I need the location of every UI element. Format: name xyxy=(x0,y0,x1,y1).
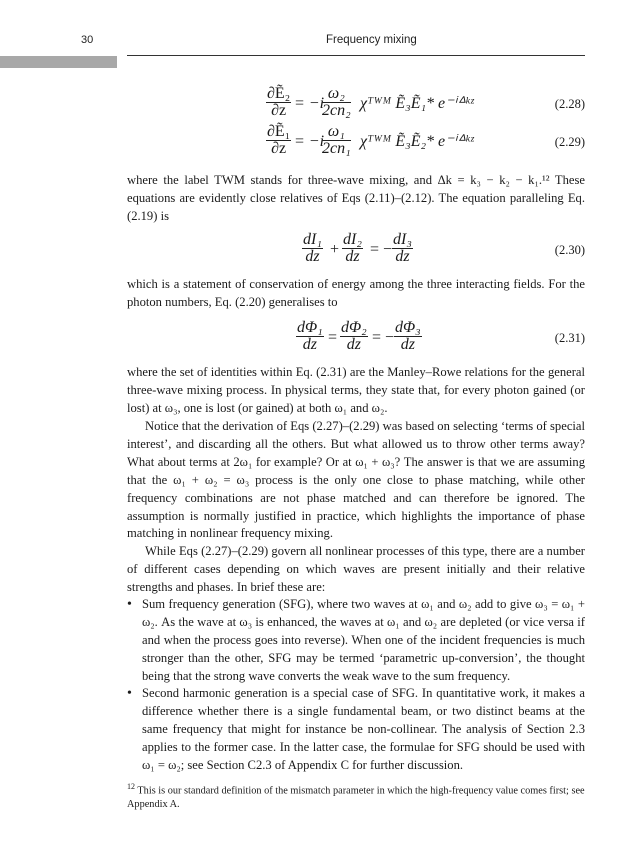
paragraph-2: which is a statement of conservation of energy among the three interacting fields. For the photon numbers, Eq. (2.20) generalises to xyxy=(127,277,585,309)
eq-fraction-c xyxy=(392,232,413,265)
eq-lhs-fraction xyxy=(266,124,291,157)
eq-frac-b-numerator: dΦ₂ xyxy=(341,319,367,336)
footnote-mark: 12 xyxy=(127,782,135,791)
eq-frac-b-denominator: dz xyxy=(345,248,360,265)
eq-fraction-a xyxy=(302,232,323,265)
eq-equals: = xyxy=(328,329,338,346)
eq-lhs-fraction xyxy=(266,86,291,119)
header-rule xyxy=(127,55,585,56)
eq-frac-c-numerator: dΦ₃ xyxy=(395,319,421,336)
equation-2-28 xyxy=(0,86,638,126)
equation-2-29 xyxy=(0,124,638,164)
bullet-dot: • xyxy=(127,686,132,701)
eq-equals-minus-i: = −i xyxy=(294,133,325,150)
page-number: 30 xyxy=(81,34,94,46)
eq-coef-numerator: ω₁ xyxy=(322,124,351,141)
eq-plus: + xyxy=(330,241,340,258)
eq-coef-denominator: 2cn₁ xyxy=(322,140,351,157)
equation-number: (2.31) xyxy=(554,331,585,345)
eq-coefficient xyxy=(322,86,351,119)
paragraph-5: While Eqs (2.27)–(2.29) govern all nonlinear processes of this type, there are a number of different cases depending on which waves are present initially and their relative strengths and phases. In brief these are: xyxy=(127,544,585,594)
eq-fraction-b xyxy=(340,320,368,353)
eq-frac-c-denominator: dz xyxy=(400,336,415,353)
eq-equals-minus: = − xyxy=(370,241,393,258)
eq-equals-minus-i: = −i xyxy=(294,95,325,112)
eq-frac-c-denominator: dz xyxy=(395,248,410,265)
equation-2-31 xyxy=(0,320,638,360)
eq-lhs-numerator: ∂Ẽ₂ xyxy=(267,85,291,102)
bullet-item xyxy=(127,596,585,686)
eq-lhs-denominator: ∂z xyxy=(271,102,287,119)
eq-frac-a-numerator: dI₁ xyxy=(303,231,322,248)
eq-coef-denominator: 2cn₂ xyxy=(322,102,351,119)
eq-fraction-a xyxy=(296,320,324,353)
eq-frac-b-numerator: dI₂ xyxy=(343,231,362,248)
eq-lhs-numerator: ∂Ẽ₁ xyxy=(267,123,291,140)
bullet-item xyxy=(127,685,585,775)
bullet-text: Second harmonic generation is a special case of SFG. In quantitative work, it makes a difference whether there is a single fundamental beam, or two distinct beams at the same frequency that might for instance be non-collinear. The analysis of Section 2.3 applies to the former case. In the latter case, the formulae for SFG should be used with ω₁ = ω₂; see Section C2.3 of Appendix C for further discussion. xyxy=(142,686,585,772)
eq-fraction-b xyxy=(342,232,363,265)
bullet-text: Sum frequency generation (SFG), where two waves at ω₁ and ω₂ add to give ω₃ = ω₁ + ω₂. As the wave at ω₃ is enhanced, the waves at ω₁ and ω₂ are depleted (or vice versa if and when the process goes into reverse). When one of the incident frequencies is much stronger than the other, SFG may be termed ‘parametric up-conversion’, the thought being that the strong wave converts the weak wave to the sum frequency. xyxy=(142,597,585,683)
eq-fraction-c xyxy=(394,320,422,353)
eq-frac-a-denominator: dz xyxy=(302,336,317,353)
page-header xyxy=(0,0,638,60)
footnote-text: This is our standard definition of the mismatch parameter in which the high-frequency value comes first; see Appendix A. xyxy=(127,785,585,811)
equation-number: (2.29) xyxy=(554,135,585,149)
bullet-dot: • xyxy=(127,597,132,612)
footnote xyxy=(127,780,585,812)
paragraph-3: where the set of identities within Eq. (2.31) are the Manley–Rowe relations for the general three-wave mixing process. In physical terms, they state that, for every photon gained (or lost) at ω₃, one is lost (or gained) at both ω₁ and ω₂. xyxy=(127,365,585,415)
eq-coefficient xyxy=(322,124,351,157)
eq-lhs-denominator: ∂z xyxy=(271,140,287,157)
header-gray-bar xyxy=(0,56,117,68)
equation-number: (2.28) xyxy=(554,97,585,111)
eq-coef-numerator: ω₂ xyxy=(322,86,351,103)
equation-number: (2.30) xyxy=(554,243,585,257)
paragraph-1: where the label TWM stands for three-wave mixing, and Δk = k₃ − k₂ − k₁.¹² These equations are evidently close relatives of Eqs (2.11)–(2.12). The equation paralleling Eq. (2.19) is xyxy=(127,173,585,223)
eq-frac-c-numerator: dI₃ xyxy=(393,231,412,248)
eq-equals-minus: = − xyxy=(372,329,395,346)
running-title: Frequency mixing xyxy=(326,34,417,46)
eq-frac-a-numerator: dΦ₁ xyxy=(297,319,323,336)
eq-rhs-terms: χᵀᵂᴹ Ẽ₃Ẽ₂* e⁻ⁱᐞᵏᶻ xyxy=(360,133,474,150)
eq-frac-b-denominator: dz xyxy=(346,336,361,353)
eq-rhs-terms: χᵀᵂᴹ Ẽ₃Ẽ₁* e⁻ⁱᐞᵏᶻ xyxy=(360,95,474,112)
eq-frac-a-denominator: dz xyxy=(305,248,320,265)
paragraph-4: Notice that the derivation of Eqs (2.27)–(2.29) was based on selecting ‘terms of special interest’, and discarding all the others. But what allowed us to throw other terms away? What about terms at 2ω₁ for example? Or at ω₁ + ω₃? The answer is that we are assuming that the ω₁ + ω₂ = ω₃ process is the only one close to phase matching, while other frequency combinations are not phase matched and can therefore be ignored. The assumption is normally justified in practice, which highlights the importance of phase matching in nonlinear frequency mixing. xyxy=(127,419,585,541)
equation-2-30 xyxy=(0,232,638,272)
